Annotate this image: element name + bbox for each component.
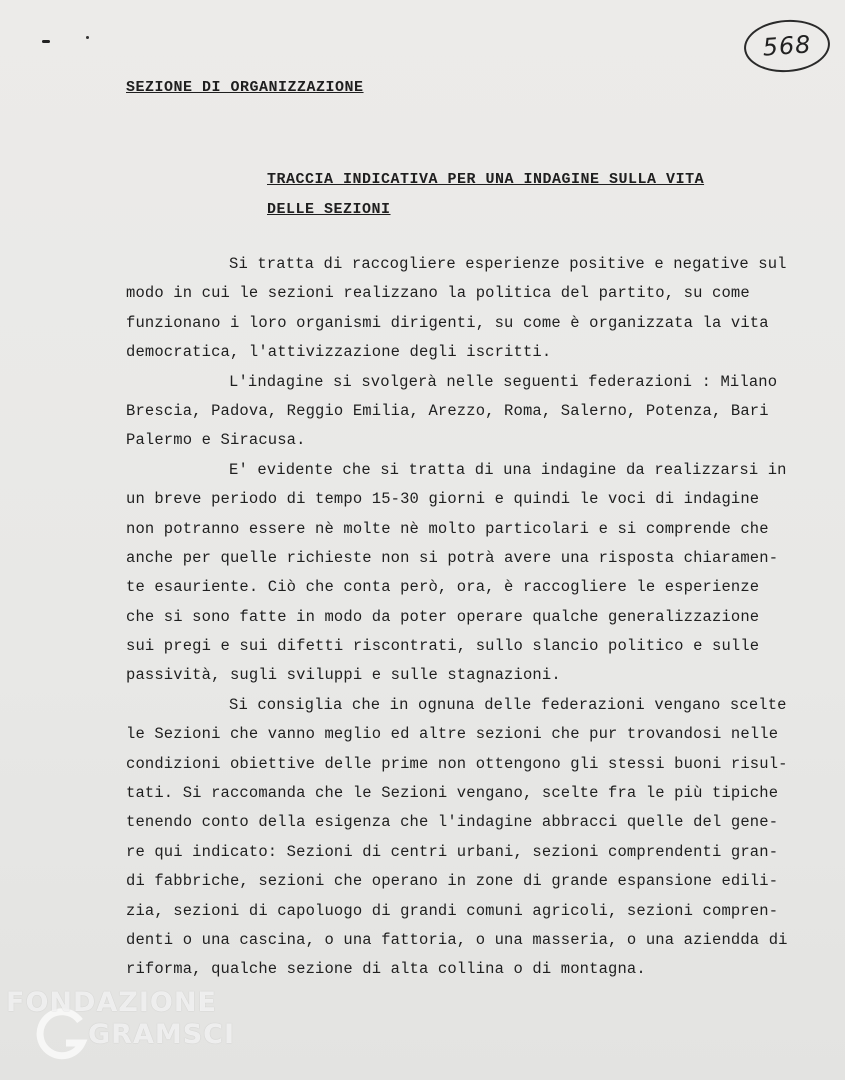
text-line: di fabbriche, sezioni che operano in zone di grande espansione edili-: [126, 872, 779, 891]
text-line: denti o una cascina, o una fattoria, o una masseria, o una aziendda di: [126, 930, 788, 949]
text-line: Palermo e Siracusa.: [126, 431, 306, 450]
text-line: condizioni obiettive delle prime non ottengono gli stessi buoni risul-: [126, 754, 788, 773]
ink-mark: [42, 40, 50, 43]
text-line: Si tratta di raccogliere esperienze positive e negative sul: [229, 255, 787, 273]
fondazione-gramsci-watermark: [2, 985, 236, 1075]
document-title-line: TRACCIA INDICATIVA PER UNA INDAGINE SULLA VITA: [267, 171, 705, 188]
text-line: L'indagine si svolgerà nelle seguenti federazioni : Milano: [229, 372, 778, 391]
text-line: zia, sezioni di capoluogo di grandi comuni agricoli, sezioni compren-: [126, 901, 779, 920]
document-title: [267, 165, 767, 225]
document-title-line: DELLE SEZIONI: [267, 201, 391, 218]
watermark-line: GRAMSCI: [88, 1019, 236, 1050]
body-text: [126, 250, 836, 985]
text-line: riforma, qualche sezione di alta collina o di montagna.: [126, 960, 646, 979]
watermark-line: FONDAZIONE: [6, 987, 217, 1018]
page-number-stamp: 568: [742, 17, 831, 75]
text-line: un breve periodo di tempo 15-30 giorni e quindi le voci di indagine: [126, 490, 760, 509]
text-line: tati. Si raccomanda che le Sezioni vengano, scelte fra le più tipiche: [126, 784, 779, 803]
text-line: democratica, l'attivizzazione degli iscritti.: [126, 343, 552, 362]
text-line: sui pregi e sui difetti riscontrati, sullo slancio politico e sulle: [126, 637, 760, 656]
text-line: re qui indicato: Sezioni di centri urbani, sezioni comprendenti gran-: [126, 842, 779, 861]
text-line: te esauriente. Ciò che conta però, ora, è raccogliere le esperienze: [126, 578, 760, 597]
text-line: che si sono fatte in modo da poter operare qualche generalizzazione: [126, 607, 760, 626]
ink-dot: [86, 36, 89, 39]
text-line: Brescia, Padova, Reggio Emilia, Arezzo, Roma, Salerno, Potenza, Bari: [126, 401, 769, 420]
text-line: Si consiglia che in ognuna delle federazioni vengano scelte: [229, 695, 787, 714]
text-line: anche per quelle richieste non si potrà avere una risposta chiaramen-: [126, 548, 779, 567]
text-line: passività, sugli sviluppi e sulle stagnazioni.: [126, 666, 561, 685]
section-title: SEZIONE DI ORGANIZZAZIONE: [126, 79, 364, 96]
text-line: funzionano i loro organismi dirigenti, su come è organizzata la vita: [126, 313, 769, 332]
text-line: le Sezioni che vanno meglio ed altre sezioni che pur trovandosi nelle: [126, 725, 779, 744]
text-line: E' evidente che si tratta di una indagine da realizzarsi in: [229, 460, 787, 479]
text-line: modo in cui le sezioni realizzano la politica del partito, su come: [126, 284, 750, 303]
text-line: tenendo conto della esigenza che l'indagine abbracci quelle del gene-: [126, 813, 779, 832]
text-line: non potranno essere nè molte nè molto particolari e si comprende che: [126, 519, 769, 538]
